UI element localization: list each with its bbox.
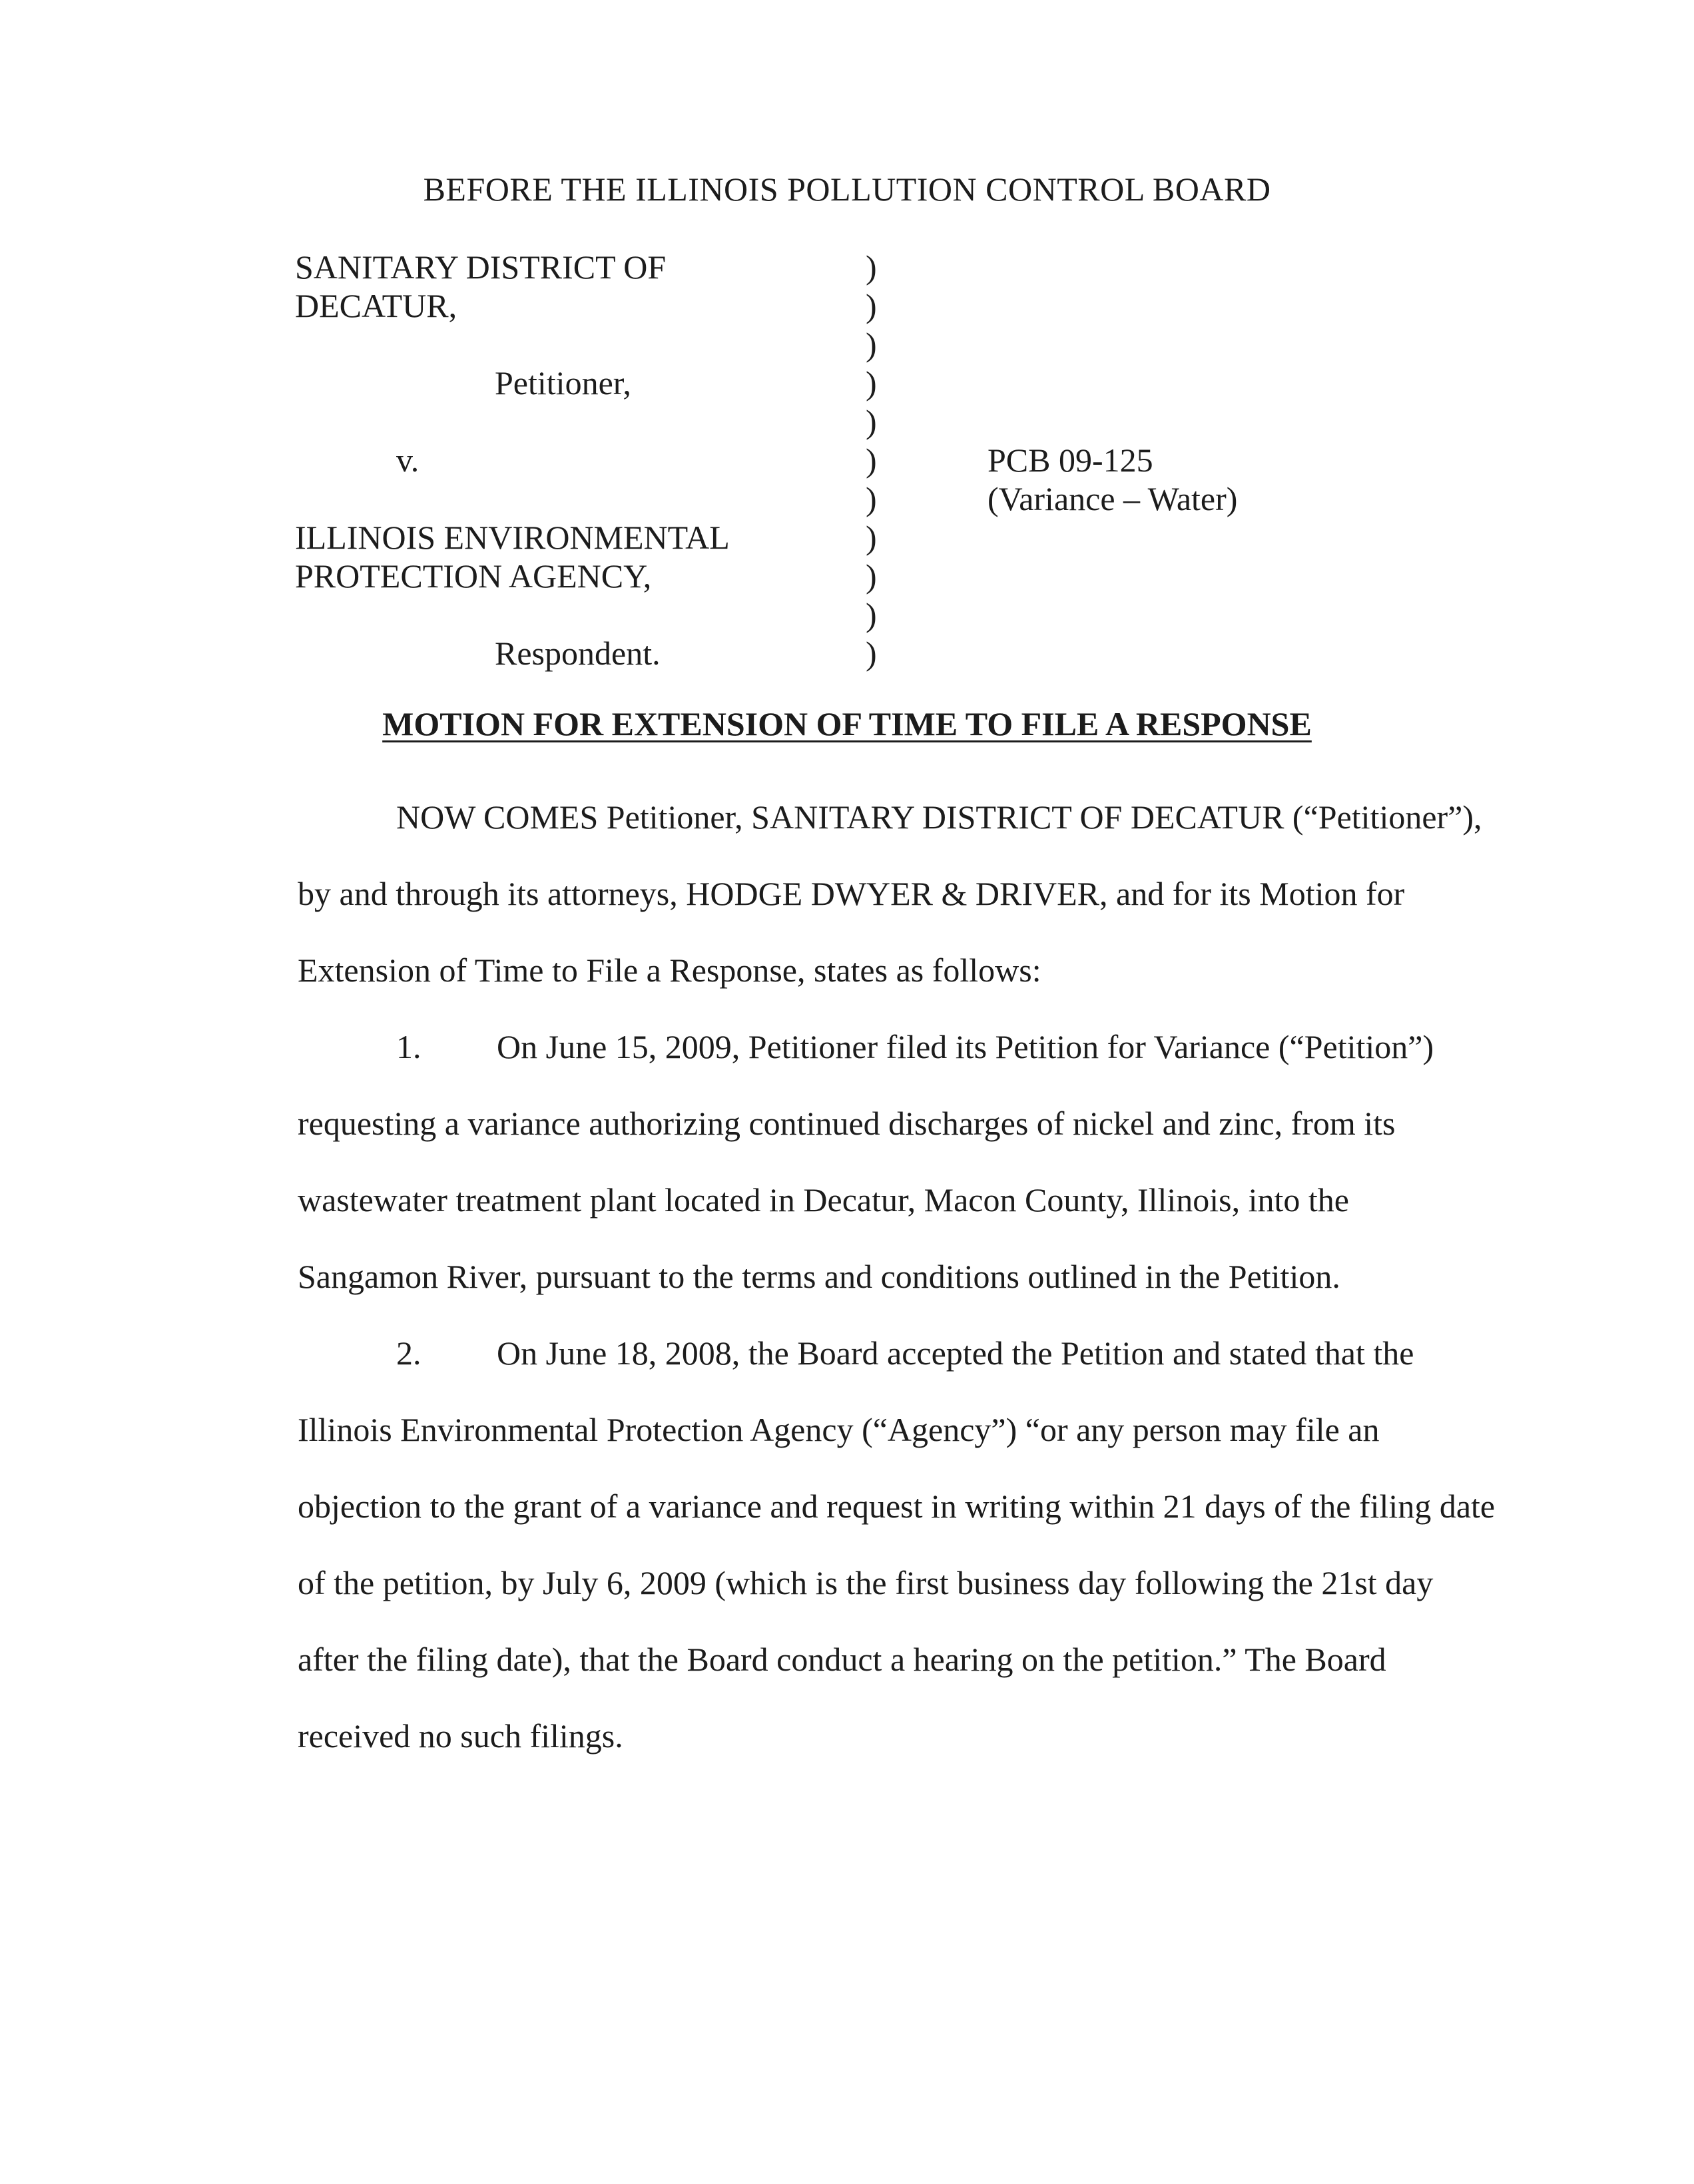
intro-line: Extension of Time to File a Response, states as follows: [298,952,1041,989]
paren: ) [866,403,877,440]
caption-line: PROTECTION AGENCY, [295,557,652,595]
caption-line [295,402,868,441]
court-heading: BEFORE THE ILLINOIS POLLUTION CONTROL BOARD [423,170,1271,208]
paren: ) [866,635,877,672]
paren: ) [866,557,877,595]
paren: ) [866,326,877,363]
motion-body [298,779,1496,1774]
case-info [988,441,1237,518]
case-number: PCB 09-125 [988,441,1153,479]
paren: ) [866,480,877,517]
versus-label: v. [396,441,420,479]
paren: ) [866,596,877,633]
caption-parentheses [866,248,877,673]
intro-line: by and through its attorneys, HODGE DWYER & DRIVER, and for its Motion for [298,875,1405,912]
paragraph-number: 2. [396,1334,422,1372]
intro-line: NOW COMES Petitioner, SANITARY DISTRICT OF DECATUR (“Petitioner”), [396,798,1482,836]
paren: ) [866,364,877,402]
paragraph-line: wastewater treatment plant located in Decatur, Macon County, Illinois, into the [298,1181,1350,1219]
caption-line [295,325,868,364]
paren: ) [866,441,877,479]
paren: ) [866,287,877,324]
paragraph-line: Sangamon River, pursuant to the terms and conditions outlined in the Petition. [298,1258,1340,1295]
caption-line [295,479,868,518]
caption-line: ILLINOIS ENVIRONMENTAL [295,519,730,556]
motion-title: MOTION FOR EXTENSION OF TIME TO FILE A RESPONSE [382,705,1312,742]
paragraph-line: objection to the grant of a variance and request in writing within 21 days of the filing date [298,1488,1496,1525]
paren: ) [866,519,877,556]
caption-line: DECATUR, [295,287,457,324]
caption-line [295,595,868,634]
paragraph-text: On June 15, 2009, Petitioner filed its Petition for Variance (“Petition”) [497,1028,1434,1065]
paragraph-2-first-line [298,1315,1490,1392]
petitioner-label: Petitioner, [495,364,631,402]
case-type: (Variance – Water) [988,480,1238,517]
paragraph-text: On June 18, 2008, the Board accepted the Petition and stated that the [497,1334,1414,1372]
paren: ) [866,248,877,286]
paragraph-number: 1. [396,1028,422,1065]
paragraph-1-first-line [298,1009,1490,1085]
paragraph-line: received no such filings. [298,1717,623,1755]
caption-parties [295,248,868,673]
paragraph-line: requesting a variance authorizing continued discharges of nickel and zinc, from its [298,1105,1396,1142]
paragraph-line: Illinois Environmental Protection Agency (“Agency”) “or any person may file an [298,1411,1380,1448]
respondent-label: Respondent. [495,635,661,672]
caption-line: SANITARY DISTRICT OF [295,248,667,286]
paragraph-line: of the petition, by July 6, 2009 (which is the first business day following the 21st day [298,1564,1434,1601]
paragraph-line: after the filing date), that the Board conduct a hearing on the petition.” The Board [298,1641,1386,1678]
